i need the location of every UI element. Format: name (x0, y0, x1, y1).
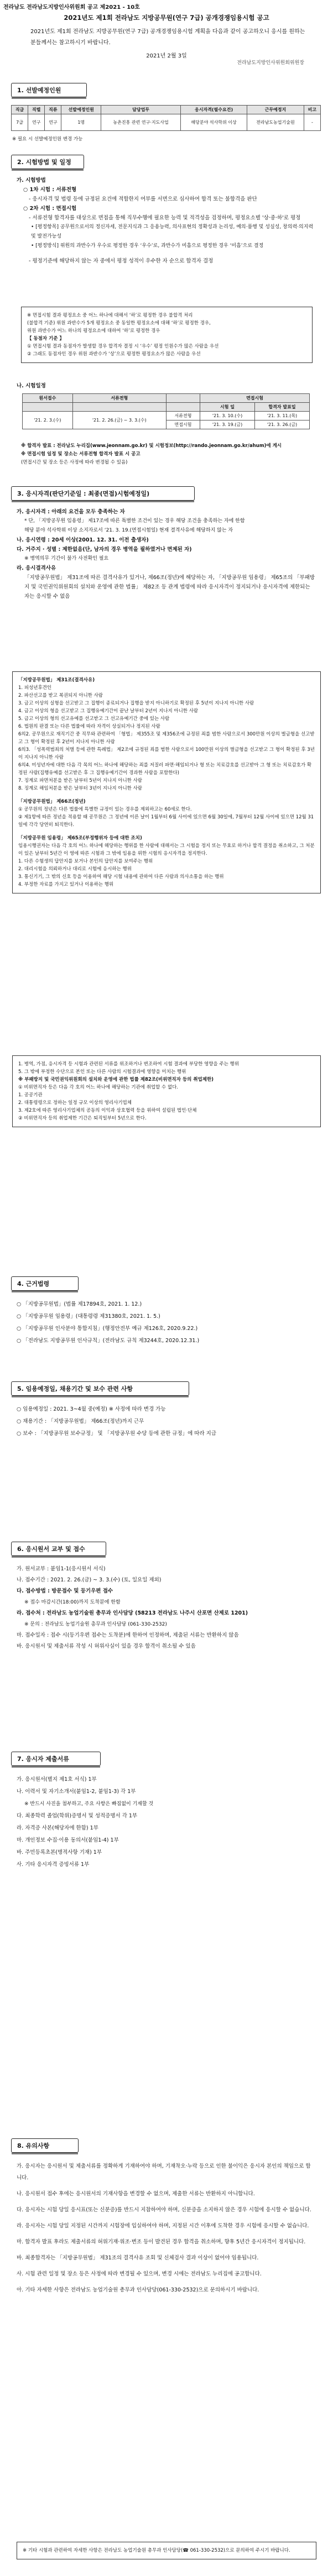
p3-title: 다. 거주지 · 성별 : 제한없음(단, 남자의 경우 병역을 필하였거나 면제된 자) (17, 546, 192, 553)
box-a-line: 4. 금고 이상의 형을 선고받고 그 집행유예기간이 끝난 날부터 2년이 지나지 아니한 사람 (18, 708, 199, 714)
schedule-table (22, 393, 310, 429)
th-count: 선발예정인원 (61, 106, 101, 114)
notice-item: 아. 기타 자세한 사항은 전라남도 농업기술원 총무과 인사담당(061-330-2532)으로 문의하시기 바랍니다. (17, 2287, 259, 2293)
law-item: ○ 「지방공무원법」(법률 제17894호, 2021. 1. 12.) (17, 1301, 142, 1307)
cell-exam-date: '21. 3. 10.(수) (200, 412, 255, 420)
apply-note: ※ 문의 : 전라남도 농업기술원 총무과 인사담당 (061-330-2532) (24, 1622, 167, 1627)
th-blank (23, 403, 73, 412)
section-5-label: 5. 임용예정일, 채용기간 및 보수 관련 사항 (17, 1385, 133, 1392)
th-exam-date: 시험 일 (200, 403, 255, 412)
box-a-line: 6. 법원의 판결 또는 다른 법률에 따라 자격이 상실되거나 정지된 사람 (18, 724, 160, 729)
apply-note: ※ 접수 마감시간(18:00)까지 도착분에 한함 (24, 1600, 121, 1605)
document-item: 마. 개인정보 수집·이용 동의서(붙임1-4) 1부 (17, 1837, 119, 1843)
box-c-line: 3. 통신기기, 그 밖의 신호 등을 이용하여 해당 시험 내용에 관하여 다른 사람과 의사소통을 하는 행위 (18, 874, 224, 880)
cell-apply-date: '21. 2. 3.(수) (23, 412, 73, 429)
box-c-line: 4. 부정한 자료를 가지고 있거나 이용하는 행위 (18, 882, 114, 887)
notice-item: 마. 합격자 발표 후라도 제출서류의 허위기재·위조·변조 등이 발견된 경우 합격을 취소하며, 향후 5년간 응시자격이 정지됩니다. (17, 2239, 306, 2245)
box-line: ① 면접시험 결과 동점자가 발생할 경우 합격자 결정 시 ‘우수’ 평정 인원수가 많은 사람을 우선 (27, 344, 219, 349)
law-item: ○ 「전라남도 지방공무원 인사규칙」(전라남도 규칙 제3244호, 2020.12.31.) (17, 1338, 200, 1344)
section-3-heading (11, 486, 195, 501)
schedule-note: ※ 합격자 발표 : 전라남도 누리집(www.jeonnam.go.kr) 및 시험정보(http://rando.jeonnam.go.kr/ahum)에 게시 (21, 443, 282, 449)
box-d-line: 2. 대통령령으로 정하는 일정 규모 이상의 영리사기업체 (18, 1100, 132, 1106)
schedule-note: (면접시간 및 장소 등은 사정에 따라 변경될 수 있음) (21, 460, 128, 465)
box-b-line: ① 공무원의 정년은 다른 법률에 특별한 규정이 있는 경우를 제외하고는 60세로 한다. (18, 807, 192, 812)
apply-item: 나. 접수기간 : 2021. 2. 26.(금) ~ 3. 3.(수) (토, 일요일 제외) (17, 1577, 162, 1583)
th-empty (166, 394, 200, 403)
rating-b: • [평정방식] 위원의 과반수가 우수로 평정한 경우 ‘우수’로, 과반수가 미흡으로 평정한 경우 ‘미흡’으로 결정 (31, 243, 264, 249)
box-c-line: 임용시행권자는 다음 각 호의 어느 하나에 해당하는 행위를 한 사람에 대해서는 그 시험을 정지 또는 무효로 하거나 합격 결정을 취소하고, 그 처분이 있은 날부터 5년간 이 영에 따른 시험과 그 밖에 임용을 위한 시험의 응시자격을 정지한다. (18, 843, 315, 856)
step2-desc: - 서류전형 합격자를 대상으로 면접을 통해 직무수행에 필요한 능력 및 적격성을 검정하며, 평정요소별 '상·중·하'로 평정 (29, 215, 301, 221)
p1-desc: * 단, 「지방공무원 임용령」 제17조에 따른 특별한 조건이 있는 경우 해당 조건을 충족하는 자에 한함 (24, 518, 245, 524)
announcement-date: 2021년 2월 3일 (146, 53, 187, 59)
issuing-organization: 전라남도지방인사위원회위원장 (237, 60, 304, 66)
box-a-line: 3. 금고 이상의 실형을 선고받고 그 집행이 종료되거나 집행을 받지 아니하기로 확정된 후 5년이 지나지 아니한 사람 (18, 701, 254, 706)
box-a-line: 5. 금고 이상의 형의 선고유예를 선고받고 그 선고유예기간 중에 있는 사람 (18, 716, 170, 722)
box-a-line: 2. 파산선고를 받고 복권되지 아니한 사람 (18, 693, 103, 698)
document-item: 가. 응시원서(별지 제1호 서식) 1부 (17, 1776, 97, 1783)
box-line: (불합격 기준) 위원 과반수가 5개 평정요소 중 동일한 평정요소에 대해 ‘하’로 평정한 경우, (27, 320, 211, 326)
section-3-label: 3. 응시자격(판단기준일 : 최종(면접)시험예정일) (17, 490, 150, 497)
th-duty: 담당업무 (101, 106, 181, 114)
notice-item: 다. 응시자는 시험 당일 응시표(또는 신분증)를 반드시 지참하여야 하며, 신분증을 소지하지 않은 경우 시험에 응시할 수 없습니다. (17, 2207, 311, 2213)
document-item: 라. 자격증 사본(해당자에 한함) 1부 (17, 1825, 98, 1831)
box-a-line: 6의3. 「성폭력범죄의 처벌 등에 관한 특례법」 제2조에 규정된 죄를 범한 사람으로서 100만원 이상의 벌금형을 선고받고 그 형이 확정된 후 3년이 지나지 아니한 사람 (18, 747, 315, 760)
apply-item: 라. 접수처 : 전라남도 농업기술원 총무과 인사담당 (58213 전라남도 나주시 산포면 산제로 1201) (17, 1610, 248, 1616)
box-c-line: 1. 다른 수험생의 답안지를 보거나 본인의 답안지를 보여주는 행위 (18, 859, 153, 864)
laws-block (17, 1298, 315, 1347)
th-apply: 원서접수 (23, 394, 73, 403)
document-item: 나. 이력서 및 자기소개서(붙임1-2, 붙임1-3) 각 1부 (17, 1789, 136, 1795)
box-d-line: 1. 병역, 가점, 응시자격 등 시험과 관련된 서류를 위조하거나 변조하여 시험 결과에 부당한 영향을 주는 행위 (18, 1061, 239, 1067)
section-4-heading (11, 1276, 79, 1291)
p4-desc: 「지방공무원법」 제31조에 따른 결격사유가 있거나, 제66조(정년)에 해당하는 자, 「지방공무원 임용령」 제65조의 「부패방지 및 국민권익위원회의 설치와 운영에 관한 법률」 제82조 등 관계 법령에 따라 응시자격이 정지되거나 응시자격에 제한되는 자는 응시할 수 없음 (24, 575, 315, 600)
p3-desc: ※ 병역의무 기간이 불가 사전확인 필요 (24, 556, 109, 561)
cell-exam-date: '21. 3. 19.(금) (200, 420, 255, 429)
cell-result-date: '21. 3. 11.(목) (255, 412, 310, 420)
p1-title: 가. 응시자격 : 아래의 요건을 모두 충족하는 자 (17, 509, 125, 515)
notice-item: 나. 응시원서 접수 후에는 응시원서의 기재사항을 변경할 수 없으며, 제출한 서류는 반환하지 아니합니다. (17, 2191, 255, 2197)
section-8-label: 8. 유의사항 (17, 2142, 50, 2149)
rating-desc: - 평정기준에 해당하지 않는 자 중에서 평정 성적이 우수한 자 순으로 합격자 결정 (29, 258, 214, 264)
th-grade: 직급 (12, 106, 28, 114)
box-line: 위원 과반수가 어느 하나의 평정요소에 대하여 ‘하’로 평정한 경우 (27, 328, 160, 334)
section-7-heading (11, 1752, 101, 1766)
th-class: 직류 (45, 106, 61, 114)
notice-item: 사. 시험 관련 일정 및 장소 등은 사정에 따라 변경될 수 있으며, 변경 시에는 전라남도 누리집에 공고합니다. (17, 2271, 262, 2277)
box-d-line: ② 비위면직자 등의 취업제한 기간은 퇴직일부터 5년으로 한다. (18, 1116, 147, 1121)
step1-desc: - 응시자격 및 법령 등에 규정된 요건에 적합한지 여부를 서면으로 심사하여 합격 또는 불합격을 판단 (29, 196, 257, 202)
document-note: ※ 반드시 사진을 첨부하고, 주요 사항은 빠짐없이 기재할 것 (24, 1801, 154, 1807)
box-b-line: ② 제1항에 따른 정년을 적용할 때 공무원은 그 정년에 이른 날이 1월부터 6월 사이에 있으면 6월 30일에, 7월부터 12월 사이에 있으면 12월 31일에 각각 당연히 퇴직한다. (18, 814, 314, 828)
law-item: ○ 「지방공무원 인사분야 통합지침」(행정안전부 예규 제126호, 2020.9.22.) (17, 1326, 198, 1332)
th-series: 직렬 (28, 106, 45, 114)
document-title: 2021년도 제1회 전라남도 지방공무원(연구 7급) 공개경쟁임용시험 공고 (64, 14, 269, 22)
section-6-label: 6. 응시원서 교부 및 접수 (17, 1545, 85, 1553)
recruitment-table (11, 105, 321, 131)
box-d-line: 1. 공공기관 (18, 1092, 43, 1098)
section-4-label: 4. 근거법령 (17, 1280, 50, 1287)
box-a-line: 6의2. 공무원으로 재직기간 중 직무와 관련하여 「형법」 제355조 및 제356조에 규정된 죄를 범한 사람으로서 300만원 이상의 벌금형을 선고받고 그 형이 확정된 후 2년이 지나지 아니한 사람 (18, 732, 315, 745)
cell-stage: 면접시험 (166, 420, 200, 429)
employment-item: ○ 보수 : 「지방공무원 보수규정」 및 「지방공무원 수당 등에 관한 규정」에 따라 지급 (17, 1431, 217, 1437)
exam-method-block (17, 176, 315, 266)
method-title: 가. 시험방법 (17, 177, 46, 183)
box-b-line: 「지방공무원법」 제66조(정년) (18, 799, 86, 805)
apply-item: 마. 접수일자 : 접수 시(등기우편 접수는 도착분)에 한하여 인정하며, 제출된 서류는 반환하지 않음 (17, 1632, 239, 1638)
document-item: 다. 최종학력 졸업(학위)증명서 및 성적증명서 각 1부 (17, 1813, 138, 1819)
box-c-line: 「지방공무원 임용령」 제65조(부정행위자 등에 대한 조치) (18, 835, 142, 841)
th-result-date: 합격자 발표일 (255, 403, 310, 412)
notice-item: 라. 응시자는 시험 당일 지정된 시간까지 시험장에 입실하여야 하며, 지정된 시간 이후에 도착한 경우 시험에 응시할 수 없습니다. (17, 2223, 309, 2229)
box-line: ※ 면접시험 결과 평정요소 중 어느 하나에 대해서 ‘하’로 평정한 경우 불합격 처리 (27, 313, 193, 318)
schedule-note: ※ 면접시험 일정 및 장소는 서류전형 합격자 발표 시 공고 (21, 451, 141, 457)
documents-block (17, 1774, 315, 1871)
cell-stage: 서류전형 (166, 412, 200, 420)
th-workplace: 근무예정지 (247, 106, 304, 114)
table-note: ※ 필요 시 선발예정인원 변경 가능 (12, 136, 83, 142)
box-a-line: 「지방공무원법」 제31조(결격사유) (18, 677, 95, 683)
application-block (17, 1564, 315, 1652)
box-c-line: 2. 대리시험을 의뢰하거나 대리로 시험에 응시하는 행위 (18, 866, 132, 872)
p2-title: 나. 응시연령 : 20세 이상(2001. 12. 31. 이전 출생자) (17, 537, 149, 543)
cell-result-date: '21. 3. 26.(금) (255, 420, 310, 429)
footer-note: ※ 기타 시험과 관련하여 자세한 사항은 전라남도 농업기술원 총무과 인사담당(☎ 061-330-2532)으로 문의하여 주시기 바랍니다. (17, 2542, 316, 2559)
th-document: 서류전형 (72, 394, 166, 403)
cell-doc-period: '21. 2. 26.(금) ~ 3. 3.(수) (72, 412, 166, 429)
cell-workplace: 전라남도농업기술원 (247, 114, 304, 131)
th-remark: 비고 (304, 106, 320, 114)
p4-title: 라. 응시결격사유 (17, 565, 56, 571)
box-a-line: 7. 징계로 파면처분을 받은 날부터 5년이 지나지 아니한 사람 (18, 778, 142, 784)
notice-item: 가. 응시자는 응시원서 및 제출서류를 정확하게 기재하여야 하며, 기재착오·누락 등으로 인한 불이익은 응시자 본인의 책임으로 합니다. (17, 2163, 311, 2181)
section-1-label: 1. 선발예정인원 (17, 87, 61, 94)
notice-item: 바. 최종합격자는 「지방공무원법」 제31조의 결격사유 조회 및 신체검사 결과 이상이 없어야 임용됩니다. (17, 2255, 259, 2261)
box-line: ② 그래도 동점자인 경우 위원 과반수가 ‘상’으로 평정한 평정요소가 많은 사람을 우선 (27, 351, 201, 357)
apply-item: 바. 응시원서 및 제출서류 작성 시 허위사실이 있을 경우 합격이 취소될 수 있음 (17, 1643, 196, 1649)
box-d-line: ① 비위면직자 등은 다음 각 호의 어느 하나에 해당하는 기관에 취업할 수 없다. (18, 1085, 179, 1090)
section-8-heading (11, 2138, 79, 2153)
cell-remark: - (304, 114, 320, 131)
employment-item: ○ 채용기간 : 「지방공무원법」 제66조(정년)까지 근무 (17, 1418, 144, 1424)
th-qualification: 응시자격(필수요건) (181, 106, 247, 114)
section-2-heading (11, 155, 84, 169)
schedule-title: 나. 시험일정 (17, 383, 46, 389)
employment-block (17, 1403, 315, 1440)
box-line: 【 동점자 기준 】 (27, 336, 64, 341)
cell-series: 연구 (28, 114, 45, 131)
schedule-notes (21, 442, 314, 467)
eligibility-block (17, 507, 315, 601)
document-item: 바. 주민등록초본(병적사항 기재) 1부 (17, 1849, 102, 1855)
box-a-line: 1. 피성년후견인 (18, 685, 52, 691)
cell-count: 1명 (61, 114, 101, 131)
step1-title: ○ 1차 시험 : 서류전형 (23, 187, 77, 193)
th-blank (72, 403, 166, 412)
cell-qualification: 해당분야 석사학위 이상 (181, 114, 247, 131)
disqualification-box (12, 671, 321, 893)
section-2-label: 2. 시험방법 및 일정 (17, 159, 71, 166)
misconduct-box (12, 1055, 321, 1127)
rating-a: • [평정항목] 공무원으로서의 정신자세, 전문지식과 그 응용능력, 의사표현의 정확성과 논리성, 예의·품행 및 성실성, 창의력·의지력 및 발전가능성 (31, 224, 314, 239)
apply-item: 다. 접수방법 : 방문접수 및 등기우편 접수 (17, 1588, 113, 1594)
intro-paragraph: 2021년도 제1회 전라남도 지방공무원(연구 7급) 공개경쟁임용시험 계획을 다음과 같이 공고하오니 응시를 원하는 분들께서는 참고하시기 바랍니다. (30, 29, 305, 46)
section-6-heading (11, 1542, 106, 1556)
box-d-line: 5. 그 밖에 부정한 수단으로 본인 또는 다른 사람의 시험결과에 영향을 미치는 행위 (18, 1069, 186, 1075)
th-interview: 면접시험 (200, 394, 310, 403)
law-item: ○ 「지방공무원 임용령」(대통령령 제31380호, 2021. 1. 5.) (17, 1313, 160, 1319)
apply-item: 가. 원서교부 : 붙임1-1(응시원서 서식) (17, 1566, 106, 1572)
th-blank (166, 403, 200, 412)
box-d-line: 3. 제2호에 따른 영리사기업체의 공동의 이익과 상호협력 등을 위하여 설립된 법인·단체 (18, 1108, 197, 1113)
cell-duty: 농촌진흥 관련 연구·지도사업 (101, 114, 181, 131)
notice-block (17, 2160, 315, 2300)
p1-sub: 해당 분야 석사학위 이상 소지자로서 ‘21. 3. 19.(면접시험일) 현재 결격사유에 해당하지 않는 자 (24, 528, 233, 533)
box-a-line: 8. 징계로 해임처분을 받은 날부터 3년이 지나지 아니한 사람 (18, 786, 142, 791)
document-header: 전라남도 전라남도지방인사위원회 공고 제2021 - 10호 (3, 4, 140, 10)
box-d-line: ※ 부패방지 및 국민권익위원회의 설치와 운영에 관한 법률 제82조(비위면직자 등의 취업제한) (18, 1077, 214, 1082)
document-item: 사. 기타 응시자격 증빙서류 1부 (17, 1862, 90, 1868)
cell-grade: 7급 (12, 114, 28, 131)
cell-class: 연구 (45, 114, 61, 131)
rating-criteria-box (21, 307, 313, 363)
section-5-heading (11, 1381, 189, 1396)
employment-item: ○ 임용예정일 : 2021. 3~4월 중(예정) ※ 사정에 따라 변경 가능 (17, 1406, 166, 1412)
section-7-label: 7. 응시자 제출서류 (17, 1755, 69, 1763)
section-1-heading (11, 83, 87, 97)
box-a-line: 6의4. 미성년자에 대한 다음 각 목의 어느 하나에 해당하는 죄를 저질러 파면·해임되거나 형 또는 치료감호를 선고받아 그 형 또는 치료감호가 확정된 사람(집행유예를 선고받은 후 그 집행유예기간이 경과한 사람을 포함한다) (18, 763, 312, 776)
step2-title: ○ 2차 시험 : 면접시험 (23, 206, 77, 212)
